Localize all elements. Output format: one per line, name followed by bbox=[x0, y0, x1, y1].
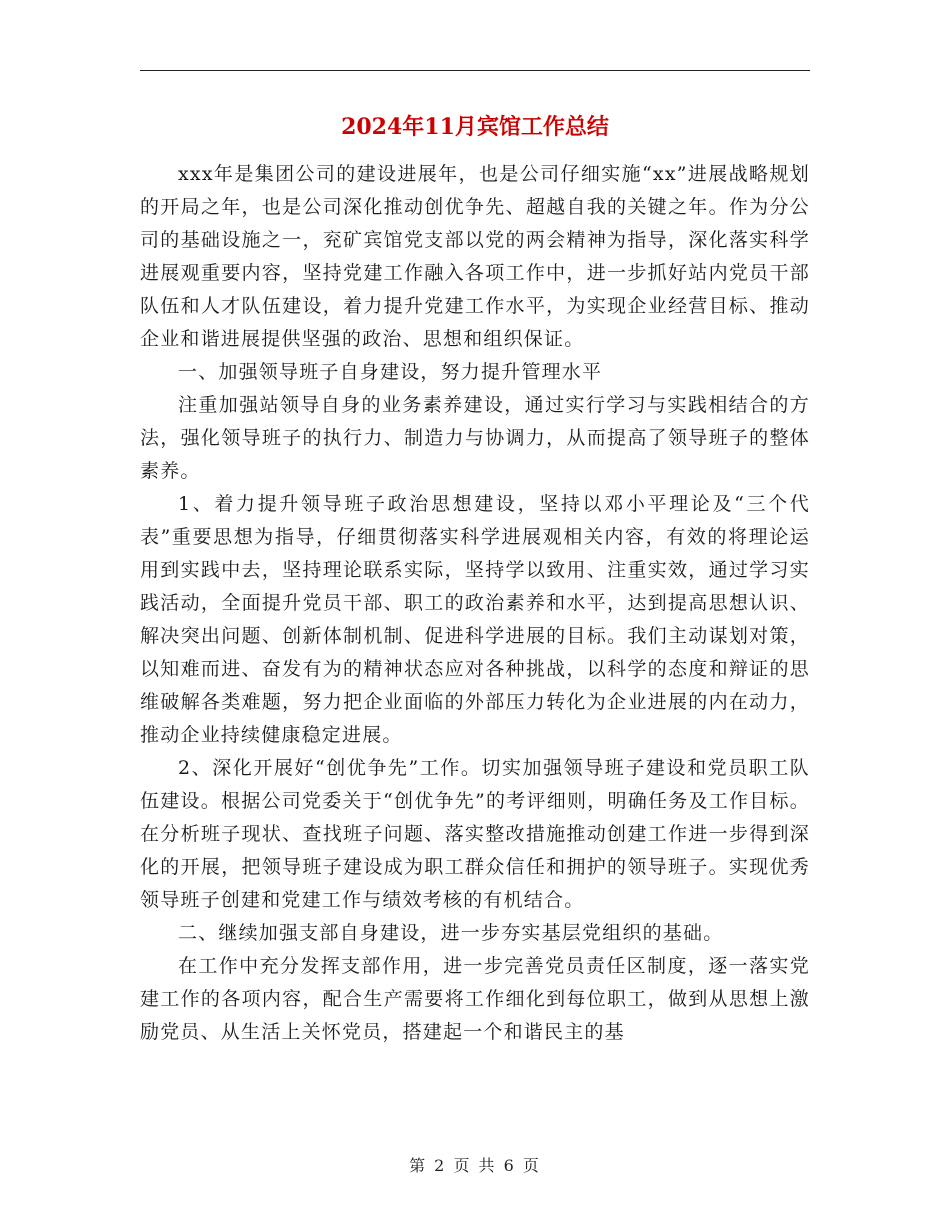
paragraph-intro: xxx年是集团公司的建设进展年，也是公司仔细实施“xx”进展战略规划的开局之年，也是公司深化推动创优争先、超越自我的关键之年。作为分公司的基础设施之一，兖矿宾馆党支部以党的两会精神为指导，深化落实科学进展观重要内容，坚持党建工作融入各项工作中，进一步抓好站内党员干部队伍和人才队伍建设，着力提升党建工作水平，为实现企业经营目标、推动企业和谐进展提供坚强的政治、思想和组织保证。 bbox=[140, 163, 810, 350]
section-heading-1: 一、加强领导班子自身建设，努力提升管理水平 bbox=[178, 361, 603, 383]
paragraph-item-2: 2、深化开展好“创优争先”工作。切实加强领导班子建设和党员职工队伍建设。根据公司党委关于“创优争先”的考评细则，明确任务及工作目标。在分析班子现状、查找班子问题、落实整改措施推动创建工作进一步得到深化的开展，把领导班子建设成为职工群众信任和拥护的领导班子。实现优秀领导班子创建和党建工作与绩效考核的有机结合。 bbox=[140, 757, 810, 911]
page-number: 第 2 页 共 6 页 bbox=[409, 1156, 541, 1175]
document-title: 2024年11月宾馆工作总结 bbox=[341, 114, 609, 140]
paragraph-item-1: 1、着力提升领导班子政治思想建设，坚持以邓小平理论及“三个代表”重要思想为指导，仔细贯彻落实科学进展观相关内容，有效的将理论运用到实践中去，坚持理论联系实际，坚持学以致用、注重实效，通过学习实践活动，全面提升党员干部、职工的政治素养和水平，达到提高思想认识、解决突出问题、创新体制机制、促进科学进展的目标。我们主动谋划对策，以知难而进、奋发有为的精神状态应对各种挑战，以科学的态度和辩证的思维破解各类难题，努力把企业面临的外部压力转化为企业进展的内在动力，推动企业持续健康稳定进展。 bbox=[140, 493, 810, 746]
paragraph-branch: 在工作中充分发挥支部作用，进一步完善党员责任区制度，逐一落实党建工作的各项内容，配合生产需要将工作细化到每位职工，做到从思想上激励党员、从生活上关怀党员，搭建起一个和谐民主的基 bbox=[140, 955, 810, 1043]
header-rule bbox=[140, 70, 810, 71]
document-body bbox=[140, 158, 810, 1049]
section-heading-2: 二、继续加强支部自身建设，进一步夯实基层党组织的基础。 bbox=[178, 922, 724, 944]
paragraph-leadership: 注重加强站领导自身的业务素养建设，通过实行学习与实践相结合的方法，强化领导班子的执行力、制造力与协调力，从而提高了领导班子的整体素养。 bbox=[140, 394, 810, 482]
